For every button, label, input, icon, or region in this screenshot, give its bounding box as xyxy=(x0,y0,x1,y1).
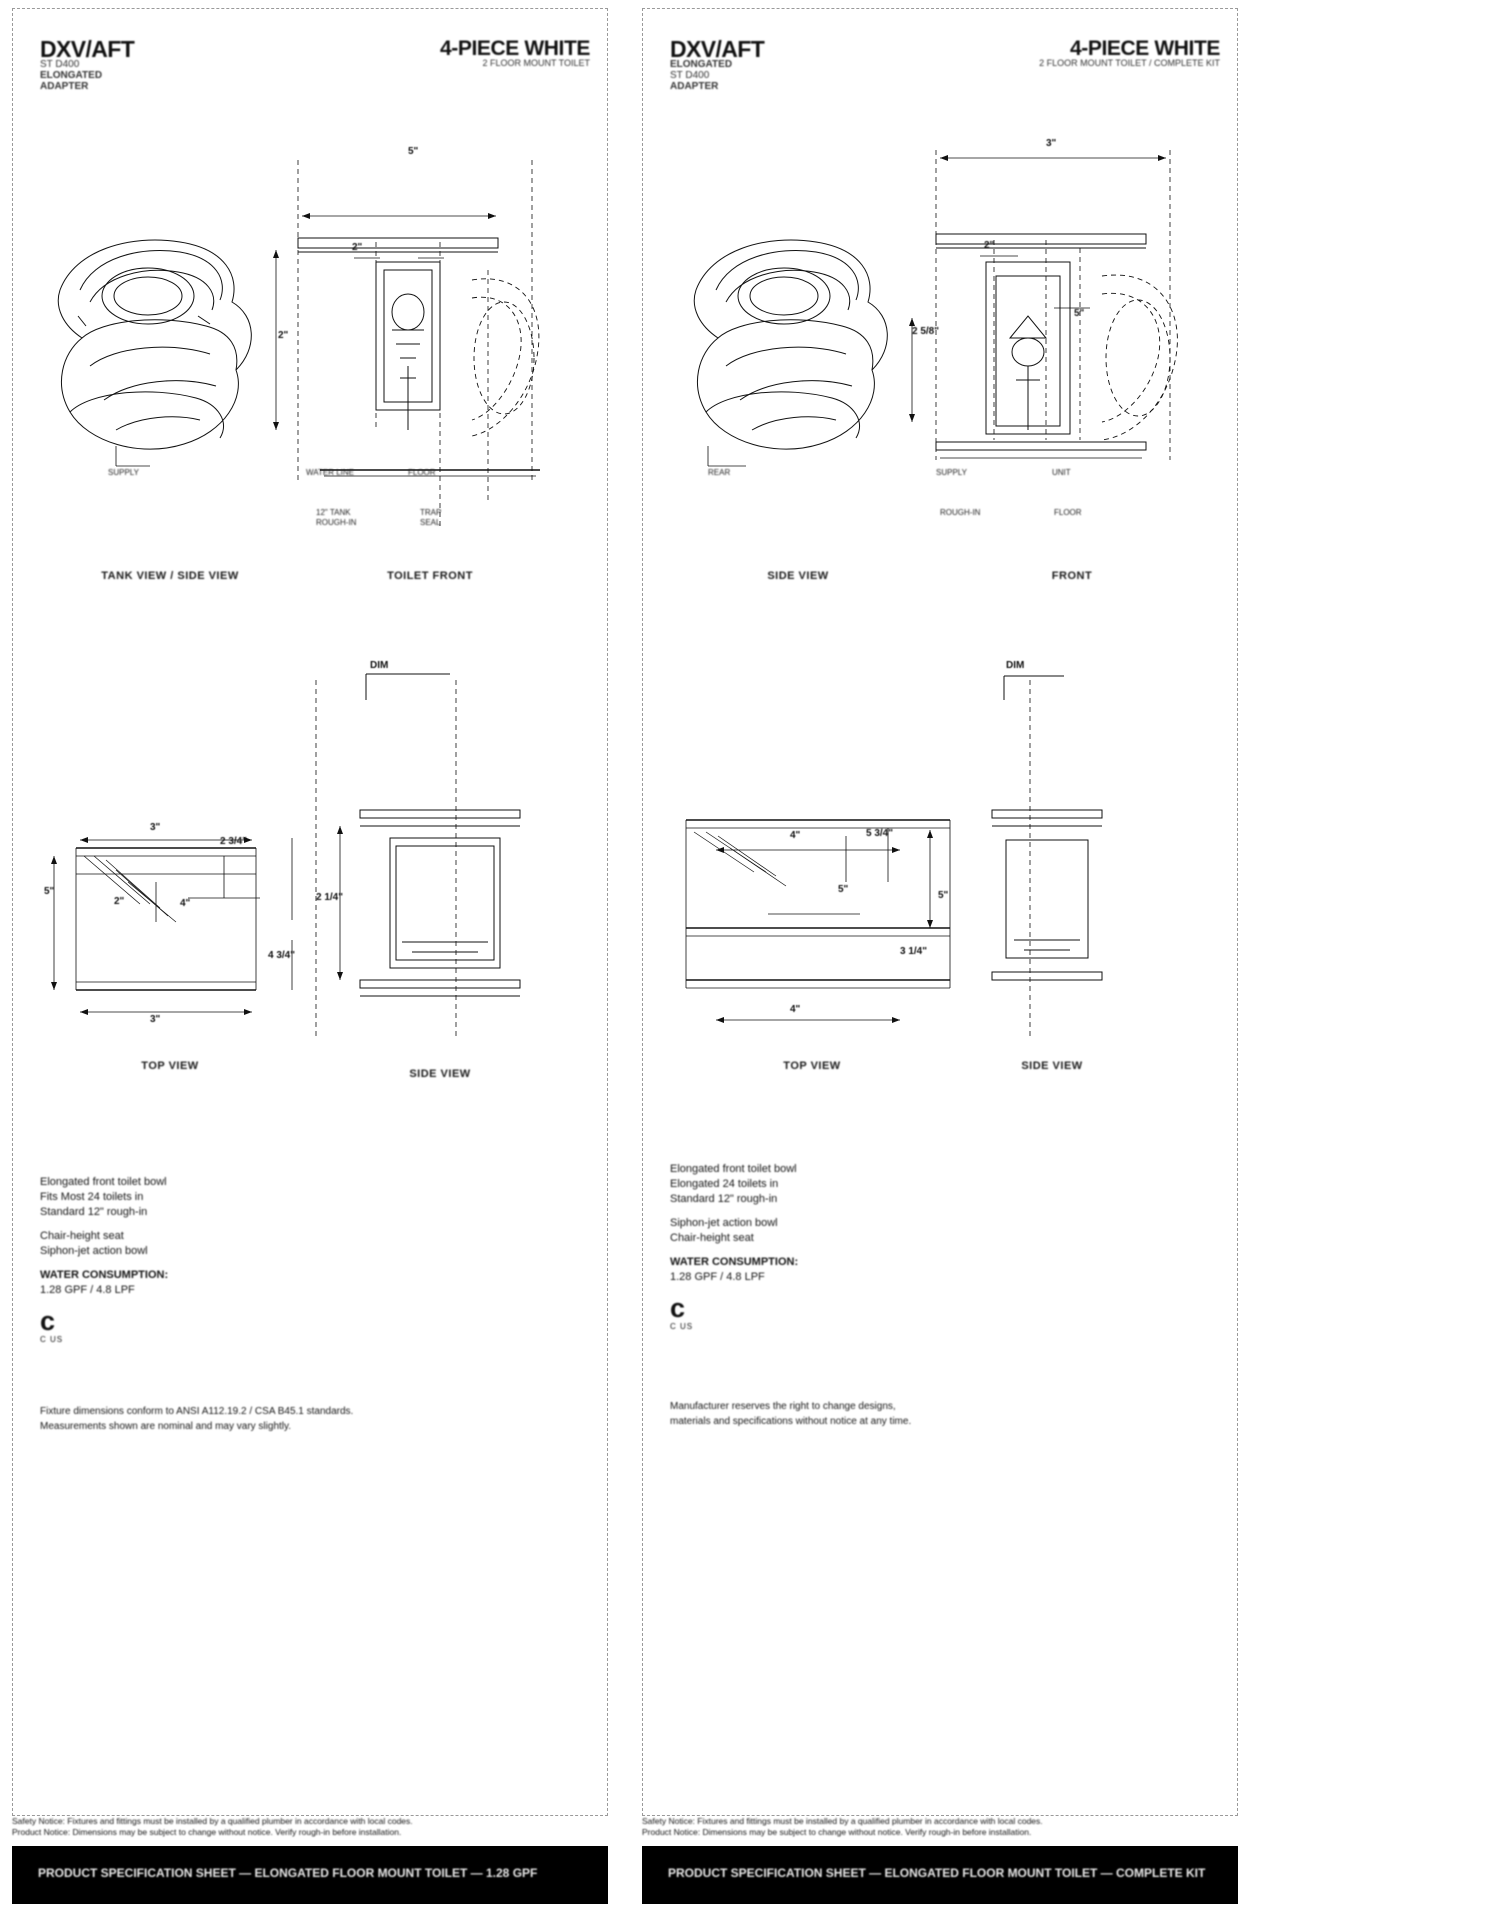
spec-spacer-1 xyxy=(40,1220,580,1229)
dim-front-width: 5" xyxy=(1074,308,1085,319)
callout-floor: FLOOR xyxy=(408,468,436,477)
certification-mark-left xyxy=(40,1308,74,1346)
dim-plan-height: 5" xyxy=(44,886,55,897)
callout-floor: FLOOR xyxy=(1054,508,1082,517)
dim-plan-detail-a: 5 3/4" xyxy=(866,828,893,839)
callout-rough-in-2: ROUGH-IN xyxy=(316,518,357,527)
footer-bar-right xyxy=(642,1846,1238,1904)
model-block-left xyxy=(440,37,590,68)
brand-line-2: ELONGATED xyxy=(670,59,733,70)
dim-plan-detail-c: 3 1/4" xyxy=(900,946,927,957)
dim-plan-detail-c: 4 3/4" xyxy=(268,950,295,961)
dim-plan-detail-d: 2" xyxy=(114,896,125,907)
cert-c-mark: c xyxy=(40,1306,56,1336)
header-right xyxy=(670,36,1220,120)
spec-block-right xyxy=(670,1162,1210,1333)
brand-line-3: ST D400 xyxy=(670,70,710,81)
spec-water-value: 1.28 GPF / 4.8 LPF xyxy=(670,1271,765,1283)
brand-line-4: ADAPTER xyxy=(40,81,89,92)
cert-c-mark: c xyxy=(670,1293,686,1323)
callout-supply: SUPPLY xyxy=(936,468,967,477)
spec-line-2: Elongated 24 toilets in xyxy=(670,1178,779,1190)
view-label-front: TOILET FRONT xyxy=(387,570,473,582)
view-label-topview: TOP VIEW xyxy=(783,1060,841,1072)
model-name: 4-PIECE WHITE xyxy=(1070,37,1220,60)
spec-line-4: Chair-height seat xyxy=(40,1230,124,1242)
dim-elev-top: DIM xyxy=(1006,660,1025,671)
model-sub: 2 FLOOR MOUNT TOILET / COMPLETE KIT xyxy=(1039,58,1220,68)
drawing-top-left xyxy=(20,130,600,610)
model-block-right xyxy=(1039,37,1220,68)
callout-unit: UNIT xyxy=(1052,468,1071,477)
dim-plan-width-bottom: 3" xyxy=(150,1014,161,1025)
footnote-left-2: Measurements shown are nominal and may vary slightly. xyxy=(40,1421,292,1432)
drawing-top-right xyxy=(650,130,1230,610)
spec-spacer-1 xyxy=(670,1207,1210,1216)
dim-top-height: 2" xyxy=(278,330,289,341)
dim-top-width: 3" xyxy=(1046,138,1057,149)
dim-plan-detail-a: 2 3/4" xyxy=(220,836,247,847)
drawing-bottom-right xyxy=(650,660,1230,1100)
spec-line-1: Elongated front toilet bowl xyxy=(40,1176,167,1188)
view-label-sideview: SIDE VIEW xyxy=(1021,1060,1083,1072)
callout-trap: TRAP xyxy=(420,508,442,517)
spec-line-3: Standard 12" rough-in xyxy=(670,1193,778,1205)
dim-plan-width-top: 4" xyxy=(790,830,801,841)
view-label-side: SIDE VIEW xyxy=(767,570,829,582)
footnote-left-1: Fixture dimensions conform to ANSI A112.19.2 / CSA B45.1 standards. xyxy=(40,1406,354,1417)
spec-spacer-2 xyxy=(670,1246,1210,1255)
header-left xyxy=(40,36,590,120)
spec-line-2: Fits Most 24 toilets in xyxy=(40,1191,144,1203)
footer-bar-left xyxy=(12,1846,608,1904)
cert-cus-label: C US xyxy=(40,1335,64,1344)
dim-top-width: 5" xyxy=(408,146,419,157)
dim-plan-detail-b: 5" xyxy=(838,884,849,895)
spec-line-5: Siphon-jet action bowl xyxy=(40,1245,148,1257)
legal-line-2: Product Notice: Dimensions may be subject to change without notice. Verify rough-in before installation. xyxy=(12,1827,402,1837)
view-label-tank: TANK VIEW / SIDE VIEW xyxy=(101,570,239,582)
footer-bar-text: PRODUCT SPECIFICATION SHEET — ELONGATED FLOOR MOUNT TOILET — 1.28 GPF xyxy=(38,1866,538,1880)
brand-block-left xyxy=(40,36,135,92)
callout-rough-in-1: 12" TANK xyxy=(316,508,351,517)
spec-line-1: Elongated front toilet bowl xyxy=(670,1163,797,1175)
dim-plan-height: 5" xyxy=(938,890,949,901)
legal-block-right xyxy=(642,1816,1238,1842)
brand-block-right xyxy=(670,36,765,92)
dim-plan-detail-b: 4" xyxy=(180,898,191,909)
brand-line-2: ST D400 xyxy=(40,59,80,70)
dim-front-a: 2" xyxy=(352,242,363,253)
spec-sheet-page-right xyxy=(630,0,1250,1908)
drawing-bottom-left xyxy=(20,660,600,1100)
cert-cus-label: C US xyxy=(670,1322,694,1331)
model-sub: 2 FLOOR MOUNT TOILET xyxy=(482,58,590,68)
spec-spacer-2 xyxy=(40,1259,580,1268)
spec-water-label: WATER CONSUMPTION: xyxy=(40,1269,169,1281)
spec-line-4: Siphon-jet action bowl xyxy=(670,1217,778,1229)
dim-plan-width-bottom: 4" xyxy=(790,1004,801,1015)
view-label-topview: TOP VIEW xyxy=(141,1060,199,1072)
callout-supply: SUPPLY xyxy=(108,468,139,477)
callout-rough-in: ROUGH-IN xyxy=(940,508,981,517)
dim-top-detail: 2" xyxy=(984,240,995,251)
dim-plan-width-top: 3" xyxy=(150,822,161,833)
brand-line-3: ELONGATED xyxy=(40,70,103,81)
spec-line-3: Standard 12" rough-in xyxy=(40,1206,148,1218)
spec-water-label: WATER CONSUMPTION: xyxy=(670,1256,799,1268)
callout-seal: SEAL xyxy=(420,518,441,527)
footnote-right-1: Manufacturer reserves the right to change designs, xyxy=(670,1401,896,1412)
legal-block-left xyxy=(12,1816,608,1842)
brand-line-4: ADAPTER xyxy=(670,81,719,92)
footnote-right-2: materials and specifications without notice at any time. xyxy=(670,1416,912,1427)
spec-block-left xyxy=(40,1175,580,1346)
callout-rear: REAR xyxy=(708,468,731,477)
view-label-front: FRONT xyxy=(1051,570,1093,582)
spec-sheet-page-left xyxy=(0,0,620,1908)
model-name: 4-PIECE WHITE xyxy=(440,37,590,60)
spec-line-5: Chair-height seat xyxy=(670,1232,754,1244)
brand-name: DXV/AFT xyxy=(670,36,765,62)
dim-elev-top: DIM xyxy=(370,660,389,671)
certification-mark-right xyxy=(670,1295,704,1333)
dim-elev-height: 2 1/4" xyxy=(316,892,343,903)
footer-bar-text: PRODUCT SPECIFICATION SHEET — ELONGATED FLOOR MOUNT TOILET — COMPLETE KIT xyxy=(668,1866,1206,1880)
legal-line-1: Safety Notice: Fixtures and fittings must be installed by a qualified plumber in accordance with local codes. xyxy=(642,1816,1043,1826)
brand-name: DXV/AFT xyxy=(40,36,135,62)
spec-water-value: 1.28 GPF / 4.8 LPF xyxy=(40,1284,135,1296)
legal-line-2: Product Notice: Dimensions may be subject to change without notice. Verify rough-in before installation. xyxy=(642,1827,1032,1837)
legal-line-1: Safety Notice: Fixtures and fittings must be installed by a qualified plumber in accordance with local codes. xyxy=(12,1816,413,1826)
view-label-sideview: SIDE VIEW xyxy=(409,1068,471,1080)
dim-top-height: 2 5/8" xyxy=(912,326,939,337)
callout-waterline: WATER LINE xyxy=(306,468,355,477)
